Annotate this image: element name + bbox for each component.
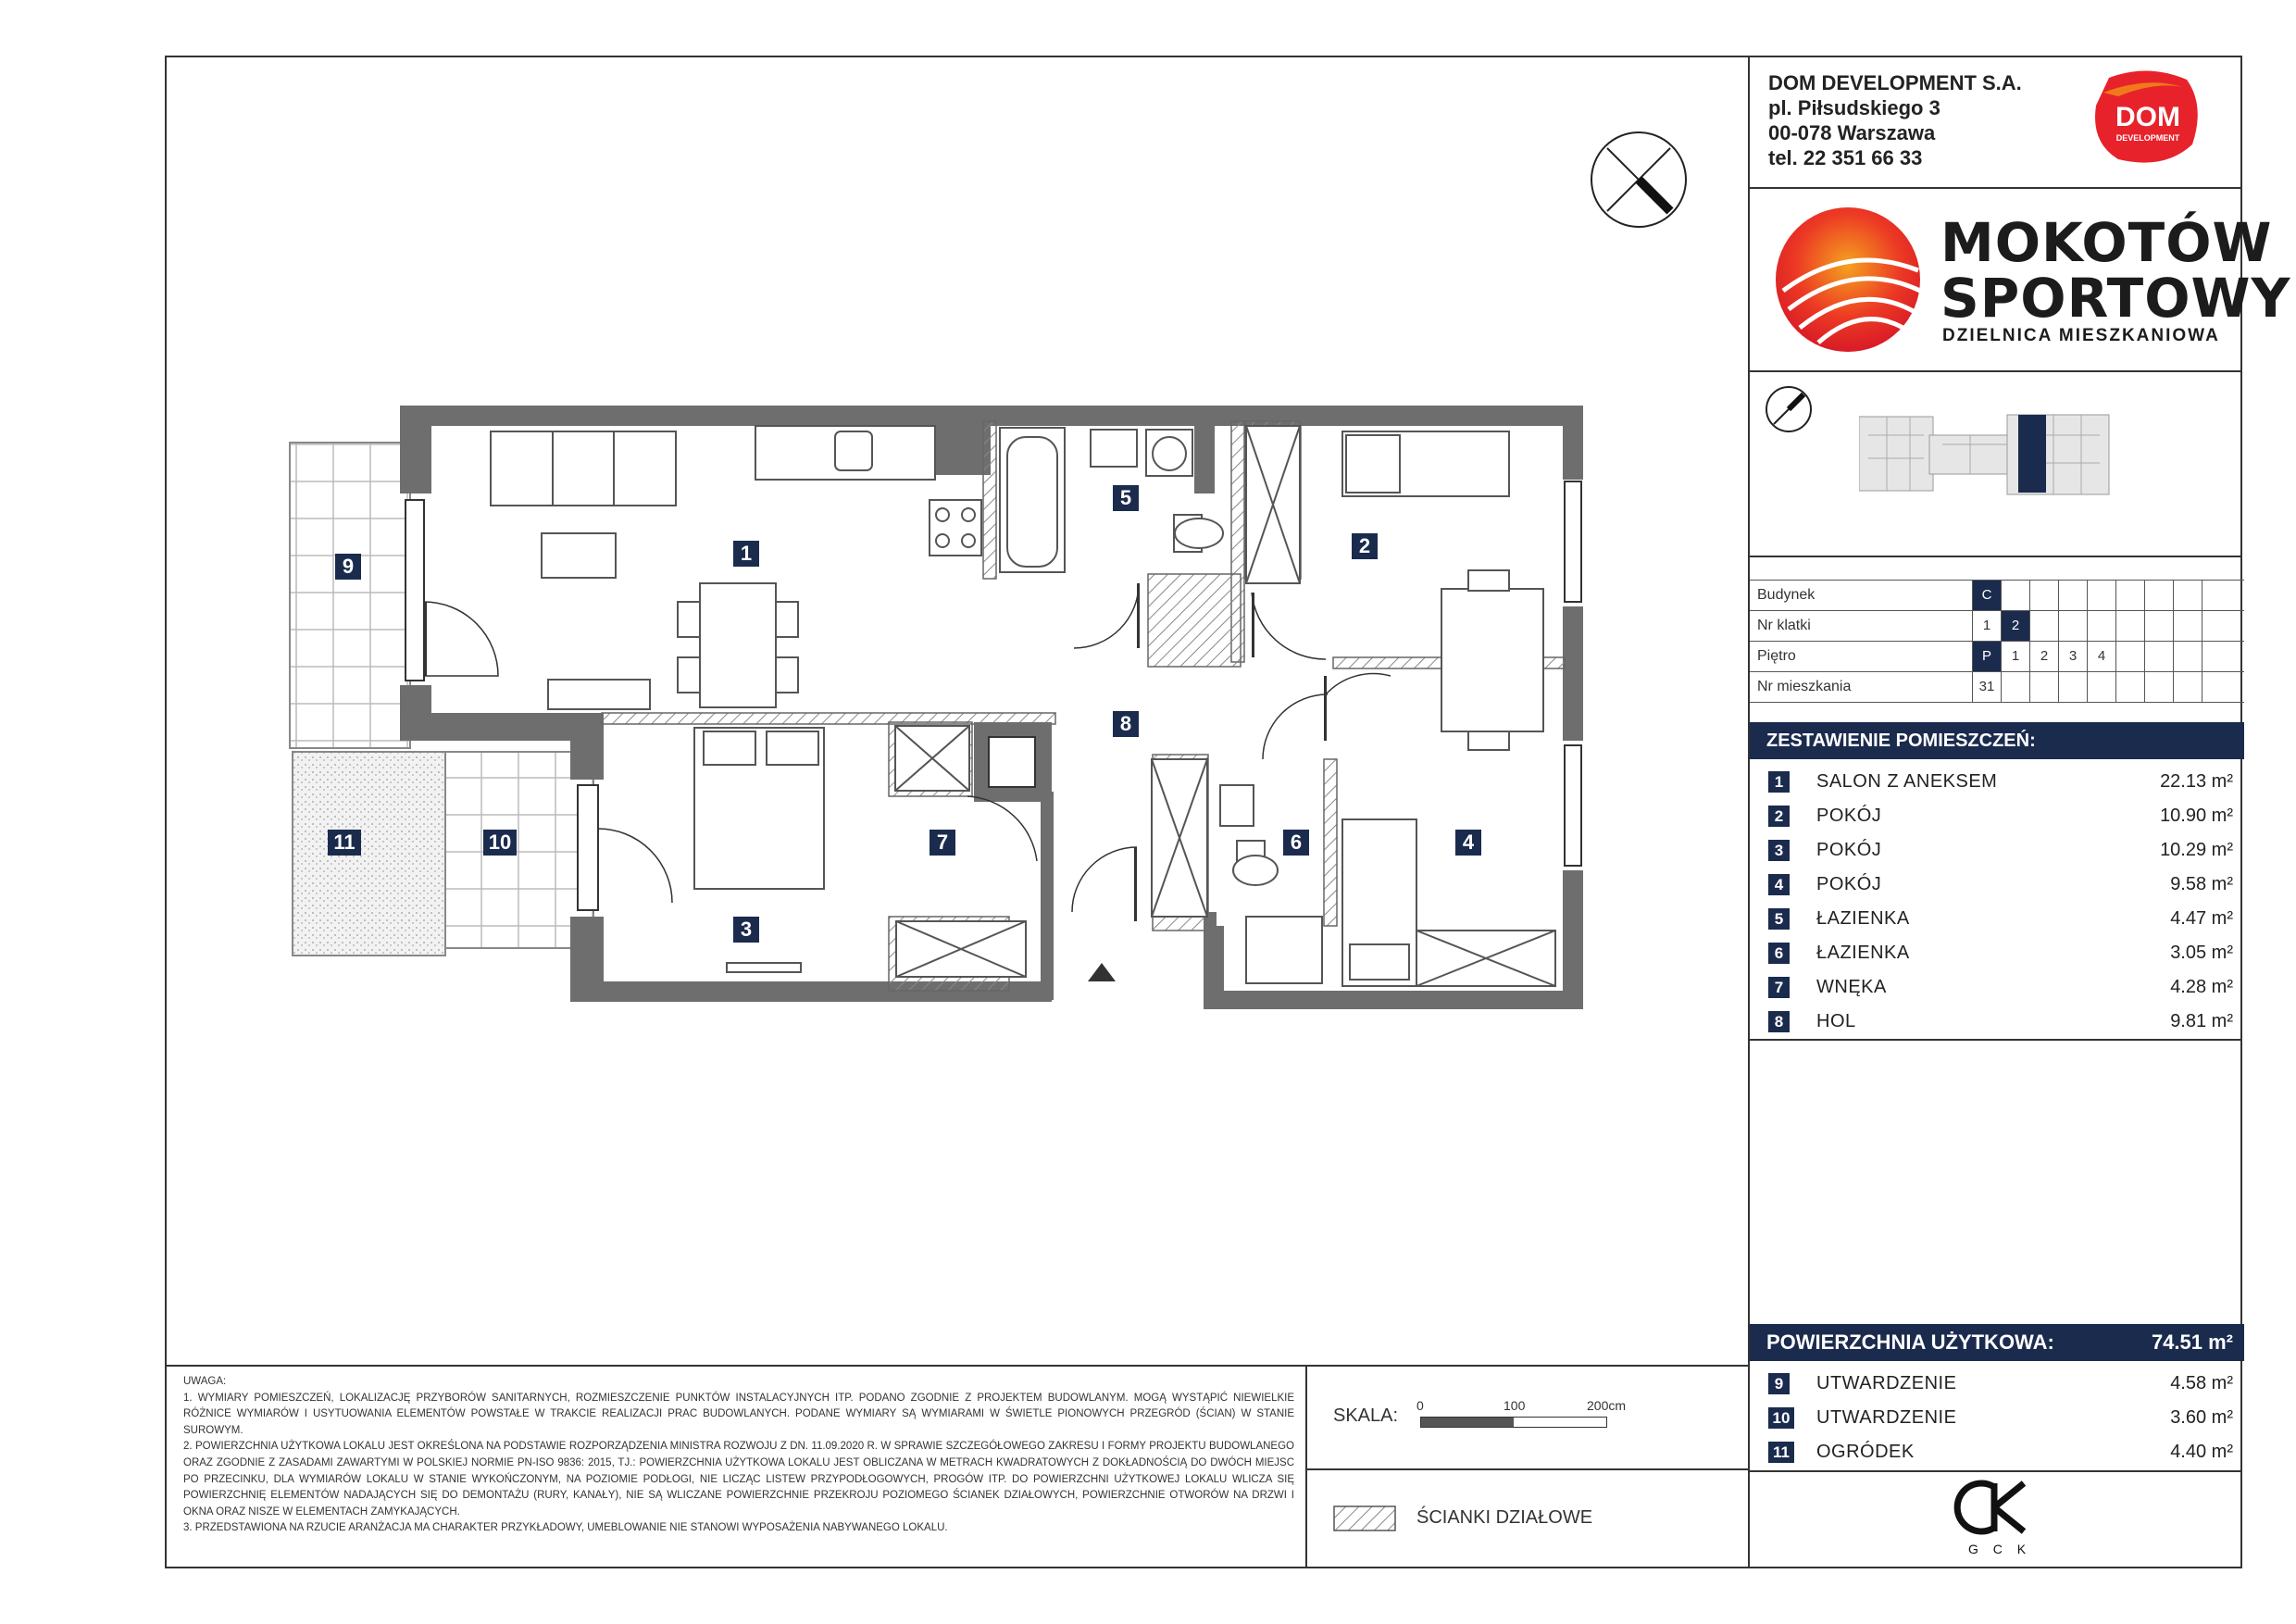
company-city: 00-078 Warszawa <box>1768 121 1936 144</box>
info-row-klatka <box>1750 611 2244 642</box>
room-row <box>1750 799 2244 833</box>
room-name: POKÓJ <box>1816 806 1882 826</box>
total-area-value: 74.51 m² <box>2151 1330 2233 1354</box>
room-number: 7 <box>1768 977 1790 998</box>
extra-row <box>1750 1401 2244 1435</box>
room-row <box>1750 833 2244 868</box>
room-number: 3 <box>1768 840 1790 861</box>
rooms-header: ZESTAWIENIE POMIESZCZEŃ: <box>1750 722 2244 759</box>
room-name: ŁAZIENKA <box>1816 943 1910 963</box>
room-row <box>1750 765 2244 799</box>
company-phone: tel. 22 351 66 33 <box>1768 146 1923 169</box>
scale-legend-box <box>1305 1365 1750 1568</box>
info-cell: 31 <box>1972 672 2001 702</box>
note-item: 3. PRZEDSTAWIONA NA RZUCIE ARANŻACJA MA CHARAKTER PRZYKŁADOWY, UMEBLOWANIE NIE STANOWI WYPOSAŻENIA NABYWANEGO LOKALU. <box>183 1522 948 1534</box>
info-label: Piętro <box>1757 648 1796 664</box>
scale-label: SKALA: <box>1333 1405 1399 1426</box>
room-row <box>1750 1005 2244 1039</box>
company-address <box>1768 70 2022 170</box>
notes <box>183 1374 1294 1537</box>
scale-tick-100: 100 <box>1504 1398 1526 1413</box>
plan-tag-3: 3 <box>733 917 759 943</box>
room-area: 3.60 m² <box>2170 1407 2233 1428</box>
project-title-line1: MOKOTÓW <box>1940 211 2273 274</box>
room-area: 10.29 m² <box>2160 840 2233 860</box>
info-row-budynek <box>1750 581 2244 611</box>
info-row-mieszkanie <box>1750 672 2244 703</box>
info-cell: C <box>1972 581 2001 610</box>
info-table <box>1750 580 2244 703</box>
room-area: 9.81 m² <box>2170 1011 2233 1031</box>
info-cell: P <box>1972 642 2001 671</box>
room-name: WNĘKA <box>1816 977 1887 997</box>
note-item: 2. POWIERZCHNIA UŻYTKOWA LOKALU JEST OKREŚLONA NA PODSTAWIE ROZPORZĄDZENIA MINISTRA ROZWOJU Z DN. 11.09.2020 R. W SPRAWIE SZCZEGÓŁOWEGO ZAKRESU I FORMY PROJEKTU BUDOWLANEGO ORAZ ZGODNIE Z ZASADAMI ZAWARTYMI W POLSKIEJ NORMIE PN-ISO 9836: 2015, TJ.: POWIERZCHNIA UŻYTKOWA LOKALU JEST OBLICZANA W METRACH KWADRATOWYCH Z DOKŁADNOŚCIĄ DO DWÓCH MIEJSC PO PRZECINKU, DLA WYMIARÓW LOKALU W STANIE WYKOŃCZONYM, NA POZIOMIE PODŁOGI, NIE LICZĄC LISTEW PRZYPODŁOGOWYCH, PROGÓW ITP. DO POWIERZCHNI UŻYTKOWEJ LOKALU WLICZA SIĘ POWIERZCHNIĘ ELEMENTÓW NADAJĄCYCH SIĘ DO DEMONTAŻU (RURY, KANAŁY), NIE SĄ WLICZANE POWIERZCHNIE PRZEKROJU POZIOMEGO ŚCIANEK DZIAŁOWYCH, POWIERZCHNIE OTWORÓW NA DRZWI I OKNA ORAZ NISZE W ELEMENTACH ZAMYKAJĄCYCH. <box>183 1441 1294 1518</box>
floor-plan <box>278 389 1611 1018</box>
mokotow-sportowy-logo-icon <box>1774 206 1922 354</box>
room-number: 11 <box>1768 1442 1794 1463</box>
info-cell: 2 <box>2001 611 2029 641</box>
info-cell: 1 <box>2001 642 2029 671</box>
info-cell: 3 <box>2058 642 2087 671</box>
room-number: 9 <box>1768 1373 1790 1394</box>
partition-legend-label: ŚCIANKI DZIAŁOWE <box>1416 1507 1593 1528</box>
room-number: 1 <box>1768 771 1790 793</box>
project-subtitle: DZIELNICA MIESZKANIOWA <box>1942 326 2220 345</box>
info-cell: 1 <box>1972 611 2001 641</box>
partition-legend-icon <box>1333 1505 1396 1531</box>
room-area: 10.90 m² <box>2160 806 2233 826</box>
scale-tick-0: 0 <box>1416 1398 1424 1413</box>
room-number: 4 <box>1768 874 1790 895</box>
room-number: 8 <box>1768 1011 1790 1032</box>
note-item: 1. WYMIARY POMIESZCZEŃ, LOKALIZACJĘ PRZYBORÓW SANITARNYCH, ROZMIESZCZENIE PUNKTÓW INSTALACYJNYCH ITP. PODANO ZGODNIE Z PROJEKTEM BUDOWLANYM. MOGĄ WYSTĄPIĆ NIEWIELKIE RÓŻNICE WYMIARÓW I USYTUOWANIA ELEMENTÓW POWSTAŁE W TRAKCIE REALIZACJI PRAC BUDOWLANYCH. PODANE WYMIARY SĄ WYMIARAMI W ŚWIETLE PIONOWYCH PRZEGRÓD (ŚCIAN) W STANIE SUROWYM. <box>183 1392 1294 1436</box>
extra-row <box>1750 1435 2244 1469</box>
info-cell: 2 <box>2029 642 2058 671</box>
room-row <box>1750 868 2244 902</box>
room-name: UTWARDZENIE <box>1816 1373 1957 1393</box>
info-label: Nr klatki <box>1757 618 1811 633</box>
total-area-label: POWIERZCHNIA UŻYTKOWA: <box>1766 1330 2054 1354</box>
room-name: OGRÓDEK <box>1816 1442 1915 1462</box>
scale-tick-200: 200cm <box>1587 1398 1627 1413</box>
room-area: 9.58 m² <box>2170 874 2233 894</box>
room-area: 3.05 m² <box>2170 943 2233 963</box>
compass-small-icon <box>1765 385 1813 433</box>
room-name: ŁAZIENKA <box>1816 908 1910 929</box>
room-name: UTWARDZENIE <box>1816 1407 1957 1428</box>
dom-development-logo <box>2090 69 2205 170</box>
room-number: 6 <box>1768 943 1790 964</box>
info-label: Nr mieszkania <box>1757 679 1852 694</box>
building-key-plan <box>1859 407 2137 500</box>
project-title-line2: SPORTOWY <box>1940 267 2291 330</box>
svg-text:G C K: G C K <box>1967 1542 2032 1556</box>
total-area-bar <box>1750 1324 2244 1361</box>
plan-tag-7: 7 <box>930 830 955 856</box>
room-number: 5 <box>1768 908 1790 930</box>
room-row <box>1750 970 2244 1005</box>
room-area: 4.40 m² <box>2170 1442 2233 1462</box>
plan-tag-1: 1 <box>733 541 759 567</box>
room-number: 10 <box>1768 1407 1794 1429</box>
company-name: DOM DEVELOPMENT S.A. <box>1768 71 2022 94</box>
info-row-pietro <box>1750 642 2244 672</box>
extras-list <box>1750 1367 2244 1470</box>
svg-text:DOM: DOM <box>2115 102 2180 132</box>
room-area: 4.58 m² <box>2170 1373 2233 1393</box>
info-label: Budynek <box>1757 587 1816 603</box>
gck-logo <box>1944 1476 2055 1559</box>
extra-row <box>1750 1367 2244 1401</box>
plan-tag-5: 5 <box>1113 485 1139 511</box>
svg-text:DEVELOPMENT: DEVELOPMENT <box>2115 133 2180 143</box>
room-area: 22.13 m² <box>2160 771 2233 792</box>
project-title <box>1940 211 2291 330</box>
room-name: POKÓJ <box>1816 840 1882 860</box>
info-panel <box>1748 56 2291 1568</box>
rooms-list <box>1750 765 2244 1043</box>
compass-icon <box>1589 130 1689 230</box>
plan-tag-11: 11 <box>328 830 361 856</box>
room-number: 2 <box>1768 806 1790 827</box>
info-cell: 4 <box>2087 642 2115 671</box>
room-row <box>1750 902 2244 936</box>
notes-title: UWAGA: <box>183 1376 227 1387</box>
plan-tag-6: 6 <box>1283 830 1309 856</box>
room-area: 4.28 m² <box>2170 977 2233 997</box>
room-name: SALON Z ANEKSEM <box>1816 771 1998 792</box>
plan-tag-2: 2 <box>1352 533 1378 559</box>
room-name: HOL <box>1816 1011 1856 1031</box>
plan-tag-8: 8 <box>1113 711 1139 737</box>
plan-tag-9: 9 <box>335 554 361 580</box>
plan-tag-10: 10 <box>483 830 517 856</box>
room-name: POKÓJ <box>1816 874 1882 894</box>
room-area: 4.47 m² <box>2170 908 2233 929</box>
company-street: pl. Piłsudskiego 3 <box>1768 96 1940 119</box>
scale-bar <box>1420 1417 1607 1428</box>
room-row <box>1750 936 2244 970</box>
plan-tag-4: 4 <box>1455 830 1481 856</box>
